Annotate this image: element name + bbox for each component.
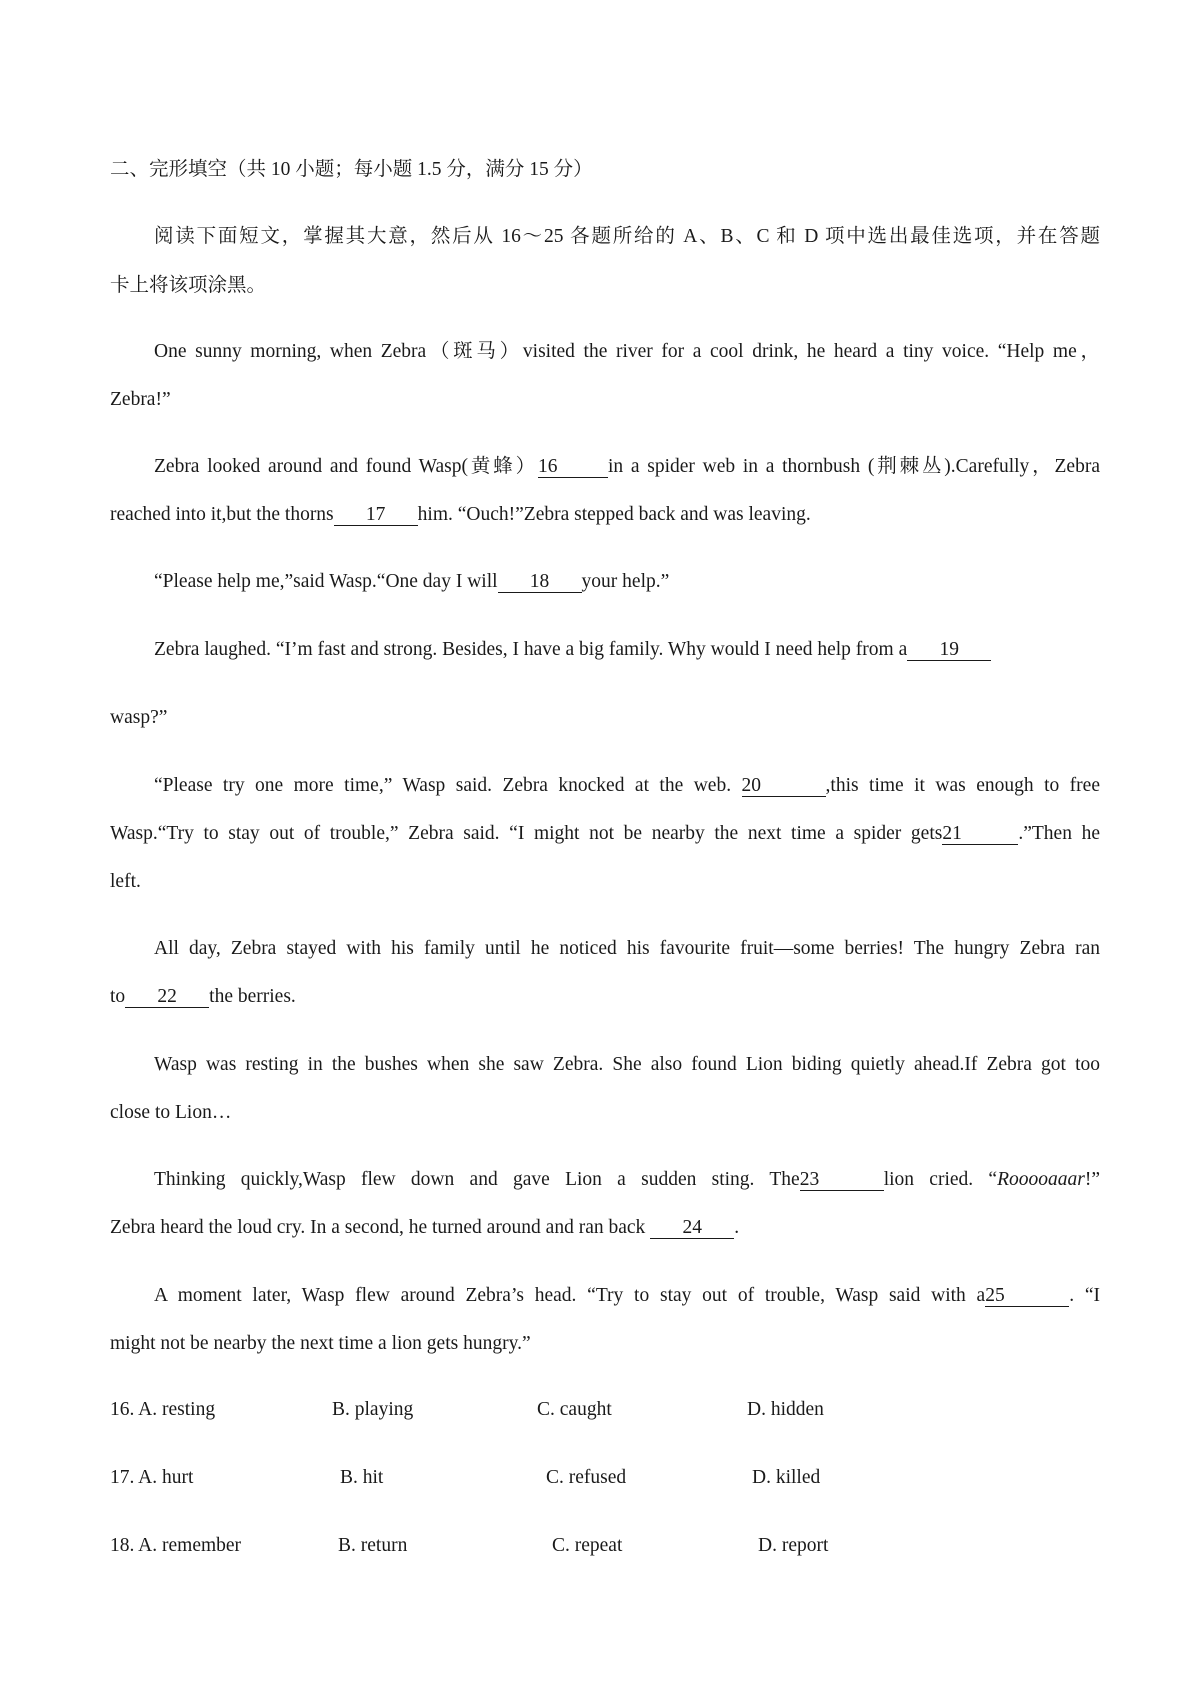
paragraph-4-line-2: wasp?” [110, 707, 168, 728]
paragraph-5-line-3: left. [110, 871, 141, 892]
blank-22: 22 [125, 987, 209, 1008]
blank-21: 21 [942, 824, 1018, 845]
option-a: 16. A. resting [110, 1399, 216, 1420]
paragraph-5-line-2: Wasp.“Try to stay out of trouble,” Zebra said. “I might not be nearby the next time a spider gets21 .”Then he [110, 823, 1100, 844]
option-c: C. caught [537, 1399, 612, 1420]
option-d: D. killed [752, 1467, 821, 1488]
blank-25: 25 [985, 1286, 1069, 1307]
section-heading: 二、完形填空（共 10 小题；每小题 1.5 分，满分 15 分） [110, 159, 593, 180]
option-c: C. refused [546, 1467, 627, 1488]
paragraph-3: “Please help me,”said Wasp.“One day I will 18 your help.” [154, 571, 670, 592]
blank-23: 23 [800, 1170, 884, 1191]
blank-18: 18 [498, 572, 582, 593]
blank-16: 16 [538, 457, 608, 478]
paragraph-1-line-1: One sunny morning, when Zebra（斑马）visited the river for a cool drink, he heard a tiny voice. “Help me， [154, 341, 1100, 362]
instructions-line-2: 卡上将该项涂黑。 [110, 275, 267, 296]
option-d: D. report [758, 1535, 829, 1556]
paragraph-6-line-1: All day, Zebra stayed with his family until he noticed his favourite fruit—some berries! The hungry Zebra ran [154, 938, 1100, 959]
blank-19: 19 [907, 640, 991, 661]
paragraph-6-line-2: to 22 the berries. [110, 986, 296, 1007]
blank-24: 24 [650, 1218, 734, 1239]
option-b: B. hit [340, 1467, 384, 1488]
paragraph-8-line-2: Zebra heard the loud cry. In a second, he turned around and ran back 24 . [110, 1217, 740, 1238]
option-a: 18. A. remember [110, 1535, 242, 1556]
option-c: C. repeat [552, 1535, 623, 1556]
paragraph-7-line-2: close to Lion… [110, 1102, 232, 1123]
paragraph-1-line-2: Zebra!” [110, 389, 171, 410]
option-b: B. playing [332, 1399, 414, 1420]
paragraph-2-line-1: Zebra looked around and found Wasp(黄蜂）16 in a spider web in a thornbush (荆棘丛).Carefully，Zebra [154, 456, 1100, 477]
option-b: B. return [338, 1535, 408, 1556]
blank-17: 17 [334, 505, 418, 526]
paragraph-7-line-1: Wasp was resting in the bushes when she saw Zebra. She also found Lion biding quietly ahead.If Zebra got too [154, 1054, 1100, 1075]
option-a: 17. A. hurt [110, 1467, 194, 1488]
option-d: D. hidden [747, 1399, 824, 1420]
paragraph-2-line-2: reached into it,but the thorns 17 him. “Ouch!”Zebra stepped back and was leaving. [110, 504, 811, 525]
paragraph-9-line-2: might not be nearby the next time a lion gets hungry.” [110, 1333, 531, 1354]
paragraph-8-line-1: Thinking quickly,Wasp flew down and gave Lion a sudden sting. The23 lion cried. “Rooooaaar!” [154, 1169, 1100, 1190]
paragraph-5-line-1: “Please try one more time,” Wasp said. Zebra knocked at the web. 20 ,this time it was enough to free [154, 775, 1100, 796]
instructions-line-1: 阅读下面短文，掌握其大意，然后从 16～25 各题所给的 A、B、C 和 D 项中选出最佳选项，并在答题 [154, 226, 1100, 247]
blank-20: 20 [742, 776, 826, 797]
paragraph-9-line-1: A moment later, Wasp flew around Zebra’s head. “Try to stay out of trouble, Wasp said with a25 . “I [154, 1285, 1101, 1306]
paragraph-4-line-1: Zebra laughed. “I’m fast and strong. Besides, I have a big family. Why would I need help from a 19 [154, 626, 1100, 674]
